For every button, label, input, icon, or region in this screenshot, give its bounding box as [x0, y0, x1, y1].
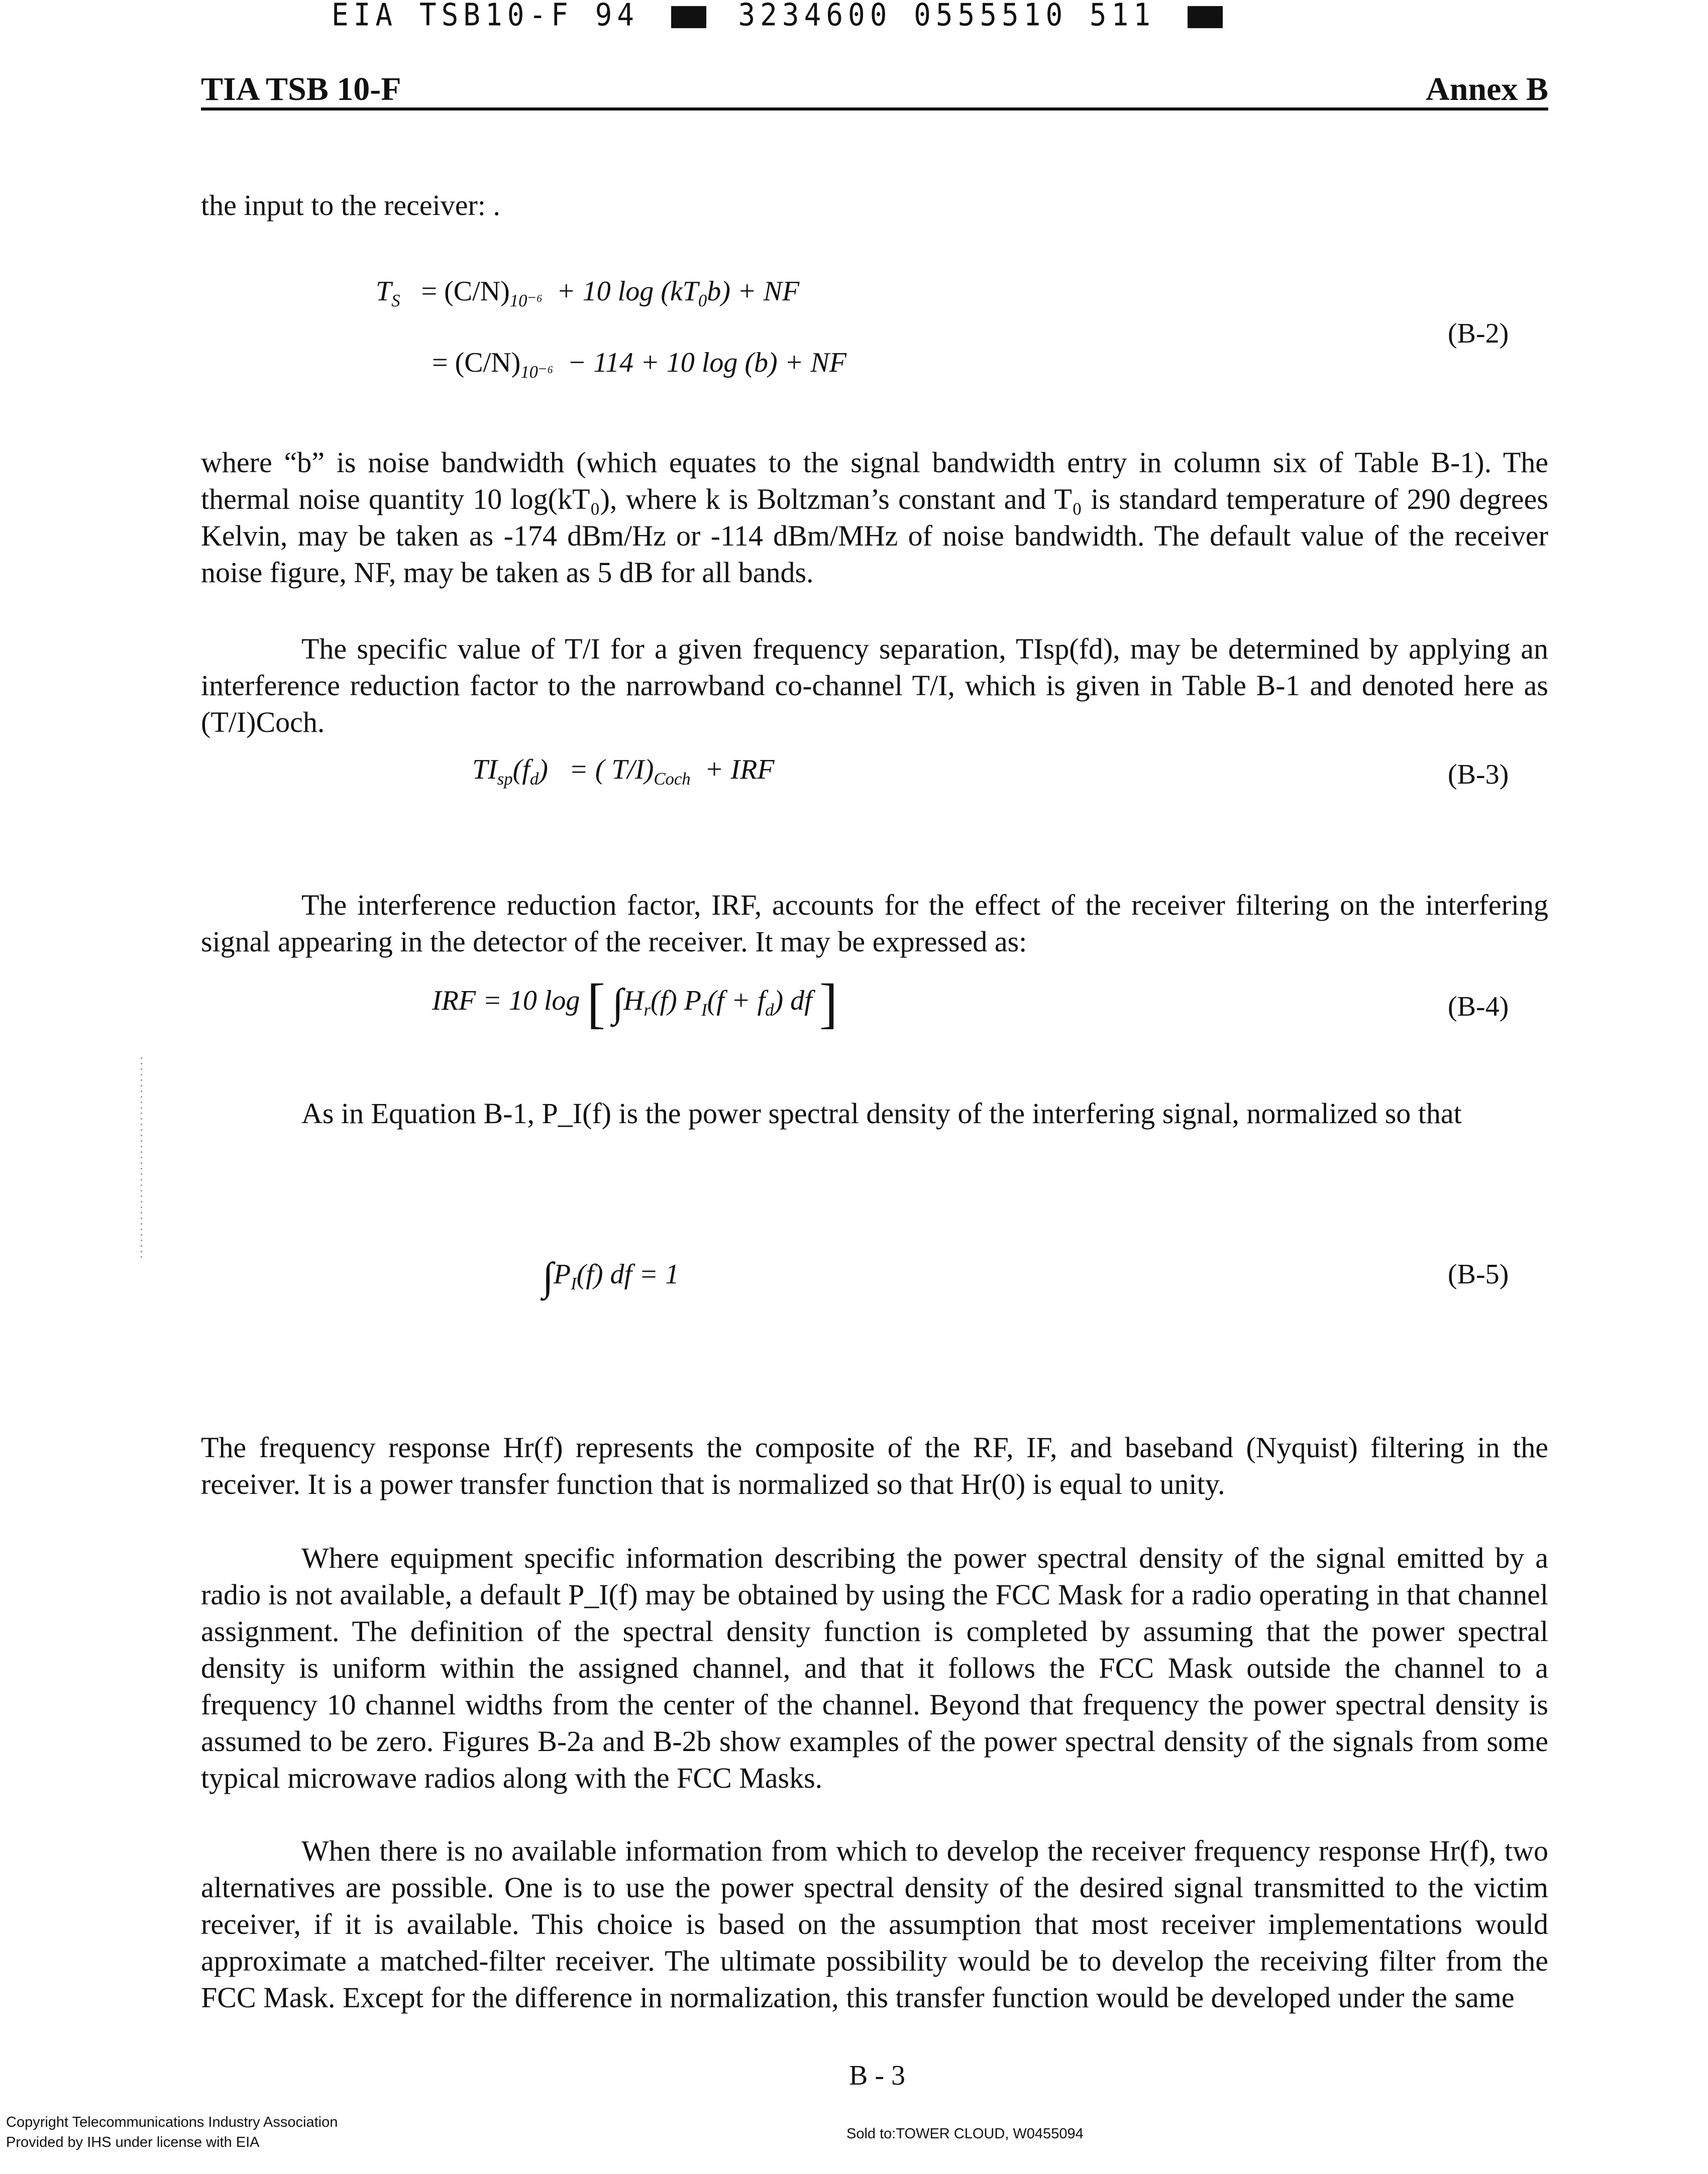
eq-subscript: d	[529, 769, 539, 789]
eq-symbol: T	[376, 276, 392, 307]
equation-b2-line1	[376, 275, 799, 311]
paragraph-frequency-response: The frequency response Hr(f) represents the composite of the RF, IF, and baseband (Nyquist) filtering in the receiver. It is a power transfer function that is normalized so that Hr(0) is equal to unity.	[201, 1431, 1548, 1500]
paragraph-irf: The interference reduction factor, IRF, accounts for the effect of the receiver filtering on the interfering signal appearing in the detector of the receiver. It may be expressed as:	[201, 889, 1548, 958]
integral-sign: ∫	[612, 981, 623, 1026]
eq-term: + 10 log (kT	[556, 276, 698, 307]
eq-subscript: I	[571, 1274, 577, 1294]
paragraph-specific-ti: The specific value of T/I for a given frequency separation, TIsp(fd), may be determined by applying an interference reduction factor to the narrowband co-channel T/I, which is given in Table B-1 and denoted here as (T/I)Coch.	[201, 632, 1548, 738]
eq-term: H	[623, 985, 644, 1016]
eq-subscript: sp	[497, 769, 513, 789]
section-label: Annex B	[1426, 71, 1548, 107]
left-bracket: [	[587, 972, 606, 1034]
scan-block-mark	[1188, 6, 1223, 28]
eq-subscript: d	[765, 1000, 774, 1020]
integral-sign: ∫	[543, 1255, 554, 1299]
eq-subscript: Coch	[654, 769, 691, 789]
header-rule	[201, 107, 1548, 111]
eq-subscript: 0	[698, 291, 707, 311]
right-bracket: ]	[819, 972, 838, 1034]
eq-term: (f) df = 1	[576, 1259, 679, 1290]
eq-subscript: S	[391, 291, 400, 311]
scan-code-part1: EIA TSB10-F 94	[332, 0, 639, 33]
page-number: B - 3	[849, 2060, 905, 2091]
sold-to-notice: Sold to:TOWER CLOUD, W0455094	[846, 2126, 1084, 2142]
eq-term: IRF = 10 log	[432, 985, 580, 1016]
copyright-notice	[6, 2112, 338, 2152]
eq-term: = (C/N)	[421, 276, 510, 307]
scan-code-part2: 3234600 0555510 511	[738, 0, 1156, 33]
paragraph-fcc-mask-default: Where equipment specific information describing the power spectral density of the signal emitted by a radio is not available, a default P_I(f) may be obtained by using the FCC Mask for a radio operating in that channel assignment. The definition of the spectral density function is completed by assuming that the power spectral density is uniform within the assigned channel, and that it follows the FCC Mask outside the channel to a frequency 10 channel widths from the center of the channel. Beyond that frequency the power spectral density is assumed to be zero. Figures B-2a and B-2b show examples of the power spectral density of the signals from some typical microwave radios along with the FCC Masks.	[201, 1542, 1548, 1794]
eq-term: )	[539, 754, 548, 785]
paragraph-psd-normalized: As in Equation B-1, P_I(f) is the power spectral density of the interfering signal, normalized so that	[301, 1097, 1462, 1130]
equation-number-b4: (B-4)	[1448, 991, 1509, 1022]
eq-term: (f	[512, 754, 530, 785]
intro-text: the input to the receiver: .	[201, 189, 500, 222]
scan-barcode-text	[332, 0, 1233, 31]
eq-term: − 114 + 10 log (b) + NF	[567, 347, 846, 378]
eq-term: ) df	[774, 985, 812, 1016]
eq-symbol: P	[553, 1259, 571, 1290]
document-id: TIA TSB 10-F	[201, 71, 401, 107]
copyright-line-2: Provided by IHS under license with EIA	[6, 2134, 260, 2150]
copyright-line-1: Copyright Telecommunications Industry Association	[6, 2114, 338, 2130]
paragraph-receiver-alternatives: When there is no available information from which to develop the receiver frequency response Hr(f), two alternatives are possible. One is to use the power spectral density of the desired signal transmitted to the victim receiver, if it is available. This choice is based on the assumption that most receiver implementations would approximate a matched-filter receiver. The ultimate possibility would be to develop the receiving filter from the FCC Mask. Except for the difference in normalization, this transfer function would be developed under the same	[201, 1834, 1548, 2014]
eq-term: + IRF	[704, 754, 775, 785]
eq-subscript: 10⁻⁶	[520, 362, 554, 382]
equation-number-b3: (B-3)	[1448, 759, 1509, 790]
equation-number-b2: (B-2)	[1448, 318, 1509, 349]
equation-b5	[543, 1255, 679, 1299]
equation-b3	[472, 753, 775, 789]
equation-b2-line2	[432, 347, 846, 382]
eq-symbol: TI	[472, 754, 497, 785]
eq-subscript: 10⁻⁶	[509, 291, 543, 311]
equation-number-b5: (B-5)	[1448, 1259, 1509, 1290]
eq-term: b) + NF	[707, 276, 800, 307]
eq-term: = (C/N)	[432, 347, 521, 378]
scan-margin-artifact	[141, 1057, 142, 1258]
paragraph-noise-bandwidth: where “b” is noise bandwidth (which equates to the signal bandwidth entry in column six of Table B-1). The thermal noise quantity 10 log(kT₀), where k is Boltzman’s constant and T₀ is standard temperature of 290 degrees Kelvin, may be taken as -174 dBm/Hz or -114 dBm/MHz of noise bandwidth. The default value of the receiver noise figure, NF, may be taken as 5 dB for all bands.	[201, 446, 1548, 589]
eq-term: (f + f	[707, 985, 766, 1016]
eq-term: = ( T/I)	[569, 754, 654, 785]
eq-term: (f) P	[650, 985, 702, 1016]
eq-subscript: r	[644, 1000, 651, 1020]
equation-b4	[432, 972, 838, 1034]
scan-block-mark	[671, 6, 706, 28]
eq-subscript: I	[701, 1000, 707, 1020]
